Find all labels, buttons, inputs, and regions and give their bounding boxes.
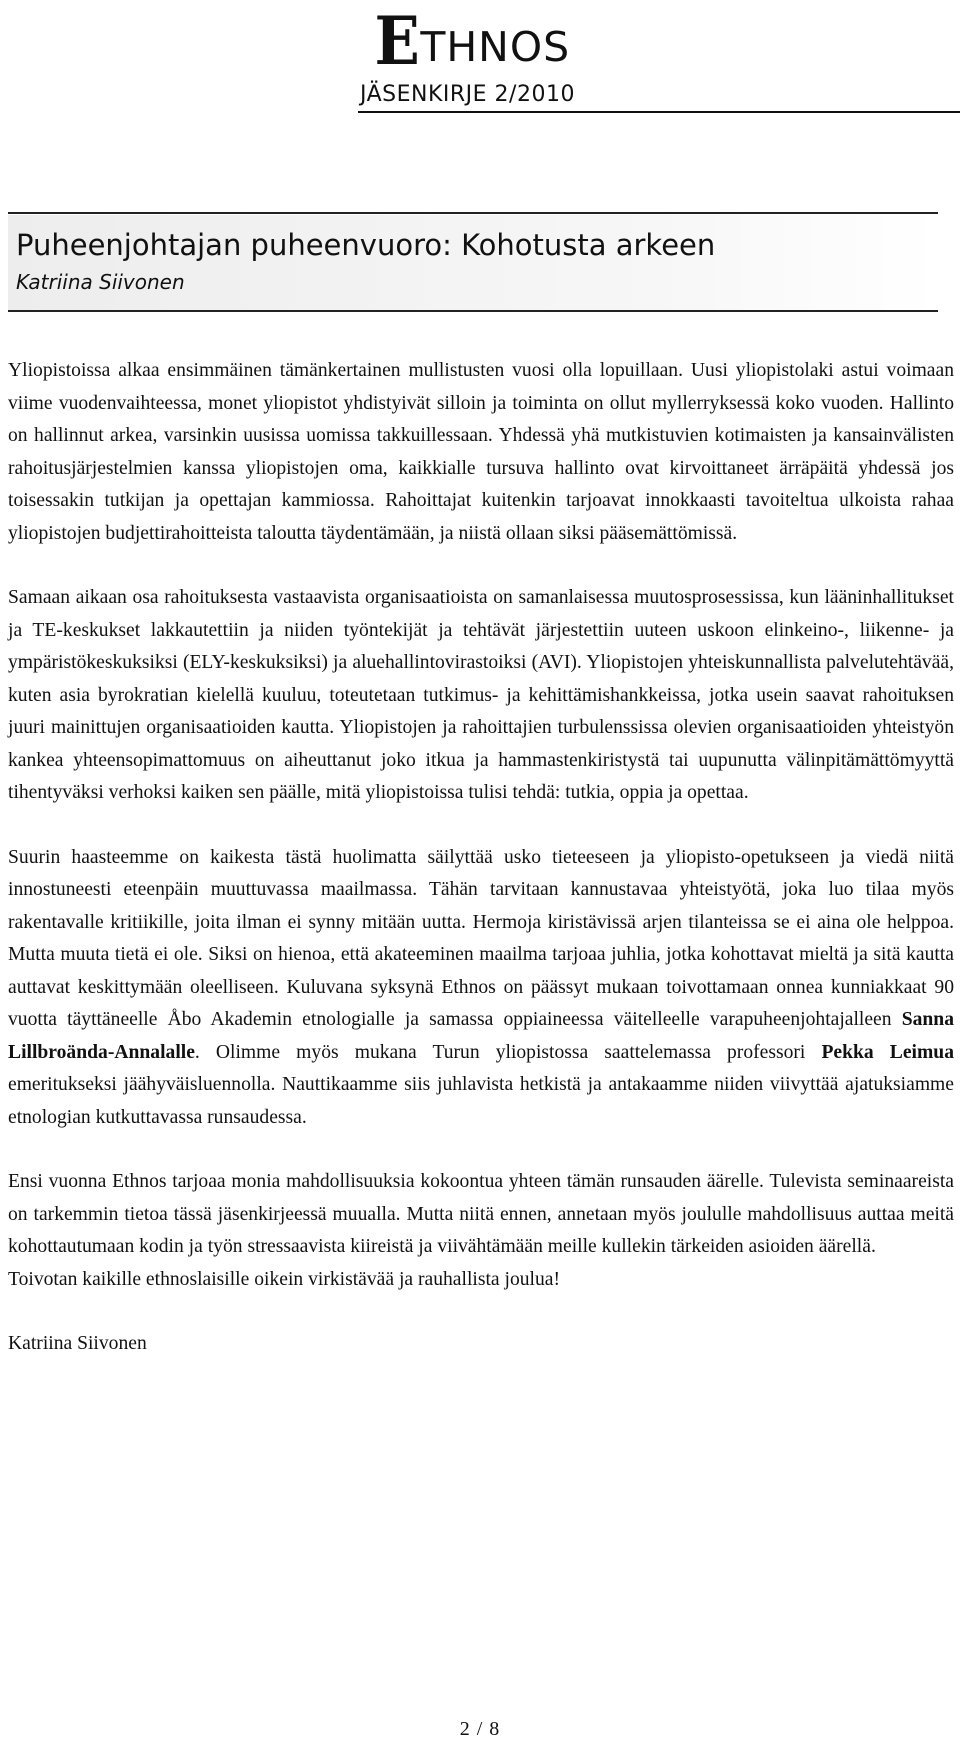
paragraph-3-text-c: emeritukseksi jäähyväisluennolla. Nauttikaamme siis juhlavista hetkistä ja antakaamme niiden viivyttää ajatuksiamme etnologian kutkuttavassa runsaudessa. <box>8 1074 954 1128</box>
paragraph-5: Toivotan kaikille ethnoslaisille oikein virkistävää ja rauhallista joulua! <box>8 1268 561 1290</box>
paragraph-3 <box>8 842 954 1135</box>
article-author: Katriina Siivonen <box>16 270 185 294</box>
highlighted-name-lillbroanda: Sanna Lillbroända-Annalalle <box>8 1009 954 1063</box>
article-body <box>8 355 954 1393</box>
issue-label: JÄSENKIRJE 2/2010 <box>360 82 575 107</box>
paragraph-3-text-a: Suurin haasteemme on kaikesta tästä huolimatta säilyttää usko tieteeseen ja yliopisto-opetukseen ja viedä niitä innostuneesti eteenpäin muuttuvassa maailmassa. Tähän tarvitaan kannustavaa yhteistyötä, joka luo tilaa myös rakentavalle kritiikille, joita ilman ei synny mitään uutta. Hermoja kiristävissä arjen tilanteissa se ei aina ole helppoa. Mutta muuta tietä ei ole. Siksi on hienoa, että akateeminen maailma tarjoaa juhlia, jotka kohottavat mieltä ja sitä kautta auttavat keskittymään oleelliseen. Kuluvana syksynä Ethnos on päässyt mukaan toivottamaan onnea kunniakkaat 90 vuotta täyttäneelle Åbo Akademin etnologialle ja samassa oppiaineessa väitelleelle varapuheenjohtajalleen <box>8 846 954 1030</box>
title-divider-bottom <box>8 310 938 312</box>
masthead-divider <box>358 111 960 113</box>
highlighted-name-leimu: Pekka Leimua <box>821 1041 954 1063</box>
paragraph-3-text-b: . Olimme myös mukana Turun yliopistossa saattelemassa professori <box>194 1041 822 1063</box>
paragraph-4: Ensi vuonna Ethnos tarjoaa monia mahdollisuuksia kokoontua yhteen tämän runsauden äärelle. Tulevista seminaareista on tarkemmin tietoa tässä jäsenkirjeessä muualla. Mutta niitä ennen, annetaan myös joululle mahdollisuus auttaa meitä kohottautumaan kodin ja työn stressaavista kiireistä ja viivähtämään meille kullekin tärkeiden asioiden äärellä. <box>8 1171 954 1257</box>
masthead <box>0 0 960 118</box>
paragraph-1: Yliopistoissa alkaa ensimmäinen tämänkertainen mullistusten vuosi olla lopuillaan. Uusi yliopistolaki astui voimaan viime vuodenvaihteessa, monet yliopistot yhdistyivät silloin ja toiminta on ollut myllerryksessä koko vuoden. Hallinto on hallinnut arkea, varsinkin uusissa uomissa takkuillessaan. Yhdessä yhä mutkistuvien kotimaisten ja kansainvälisten rahoitusjärjestelmien kanssa yliopistojen oma, kaikkialle tursuva hallinto ovat kirvoittaneet ärräpäitä yhdessä jos toisessakin tutkijan ja opettajan kammiossa. Rahoittajat kuitenkin tarjoavat innokkaasti tavoiteltua ulkoista rahaa yliopistojen budjettirahoitteista taloutta täydentämään, ja niistä ollaan siksi pääsemättömissä. <box>8 360 954 544</box>
article-title: Puheenjohtajan puheenvuoro: Kohotusta arkeen <box>16 228 716 262</box>
ethnos-logo <box>372 2 571 80</box>
logo-initial: E <box>374 2 420 80</box>
page-number: 2 / 8 <box>459 1718 501 1740</box>
signature: Katriina Siivonen <box>8 1333 147 1354</box>
logo-text: THNOS <box>420 23 571 71</box>
title-divider-top <box>8 212 938 214</box>
paragraph-2: Samaan aikaan osa rahoituksesta vastaavista organisaatioista on samanlaisessa muutosprosessissa, kun lääninhallitukset ja TE-keskukset lakkautettiin ja niiden työntekijät ja tehtävät järjestettiin uuteen uskoon elinkeino-, liikenne- ja ympäristökeskuksiksi (ELY-keskuksiksi) ja aluehallintovirastoiksi (AVI). Yliopistojen yhteiskunnallista palvelutehtävää, kuten asia byrokratian kielellä kuuluu, toteutetaan tutkimus- ja kehittämishankkeissa, jotka usein saavat rahoituksen juuri mainittujen organisaatioiden kautta. Yliopistojen ja rahoittajien turbulenssissa olevien organisaatioiden yhteistyön kankea yhteensopimattomuus on aiheuttanut joko itkua ja hammastenkiristystä tai uupunutta välinpitämättömyyttä tihentyväksi verhoksi kaiken sen päälle, mitä yliopistoissa tulisi tehdä: tutkia, oppia ja opettaa. <box>8 587 954 803</box>
